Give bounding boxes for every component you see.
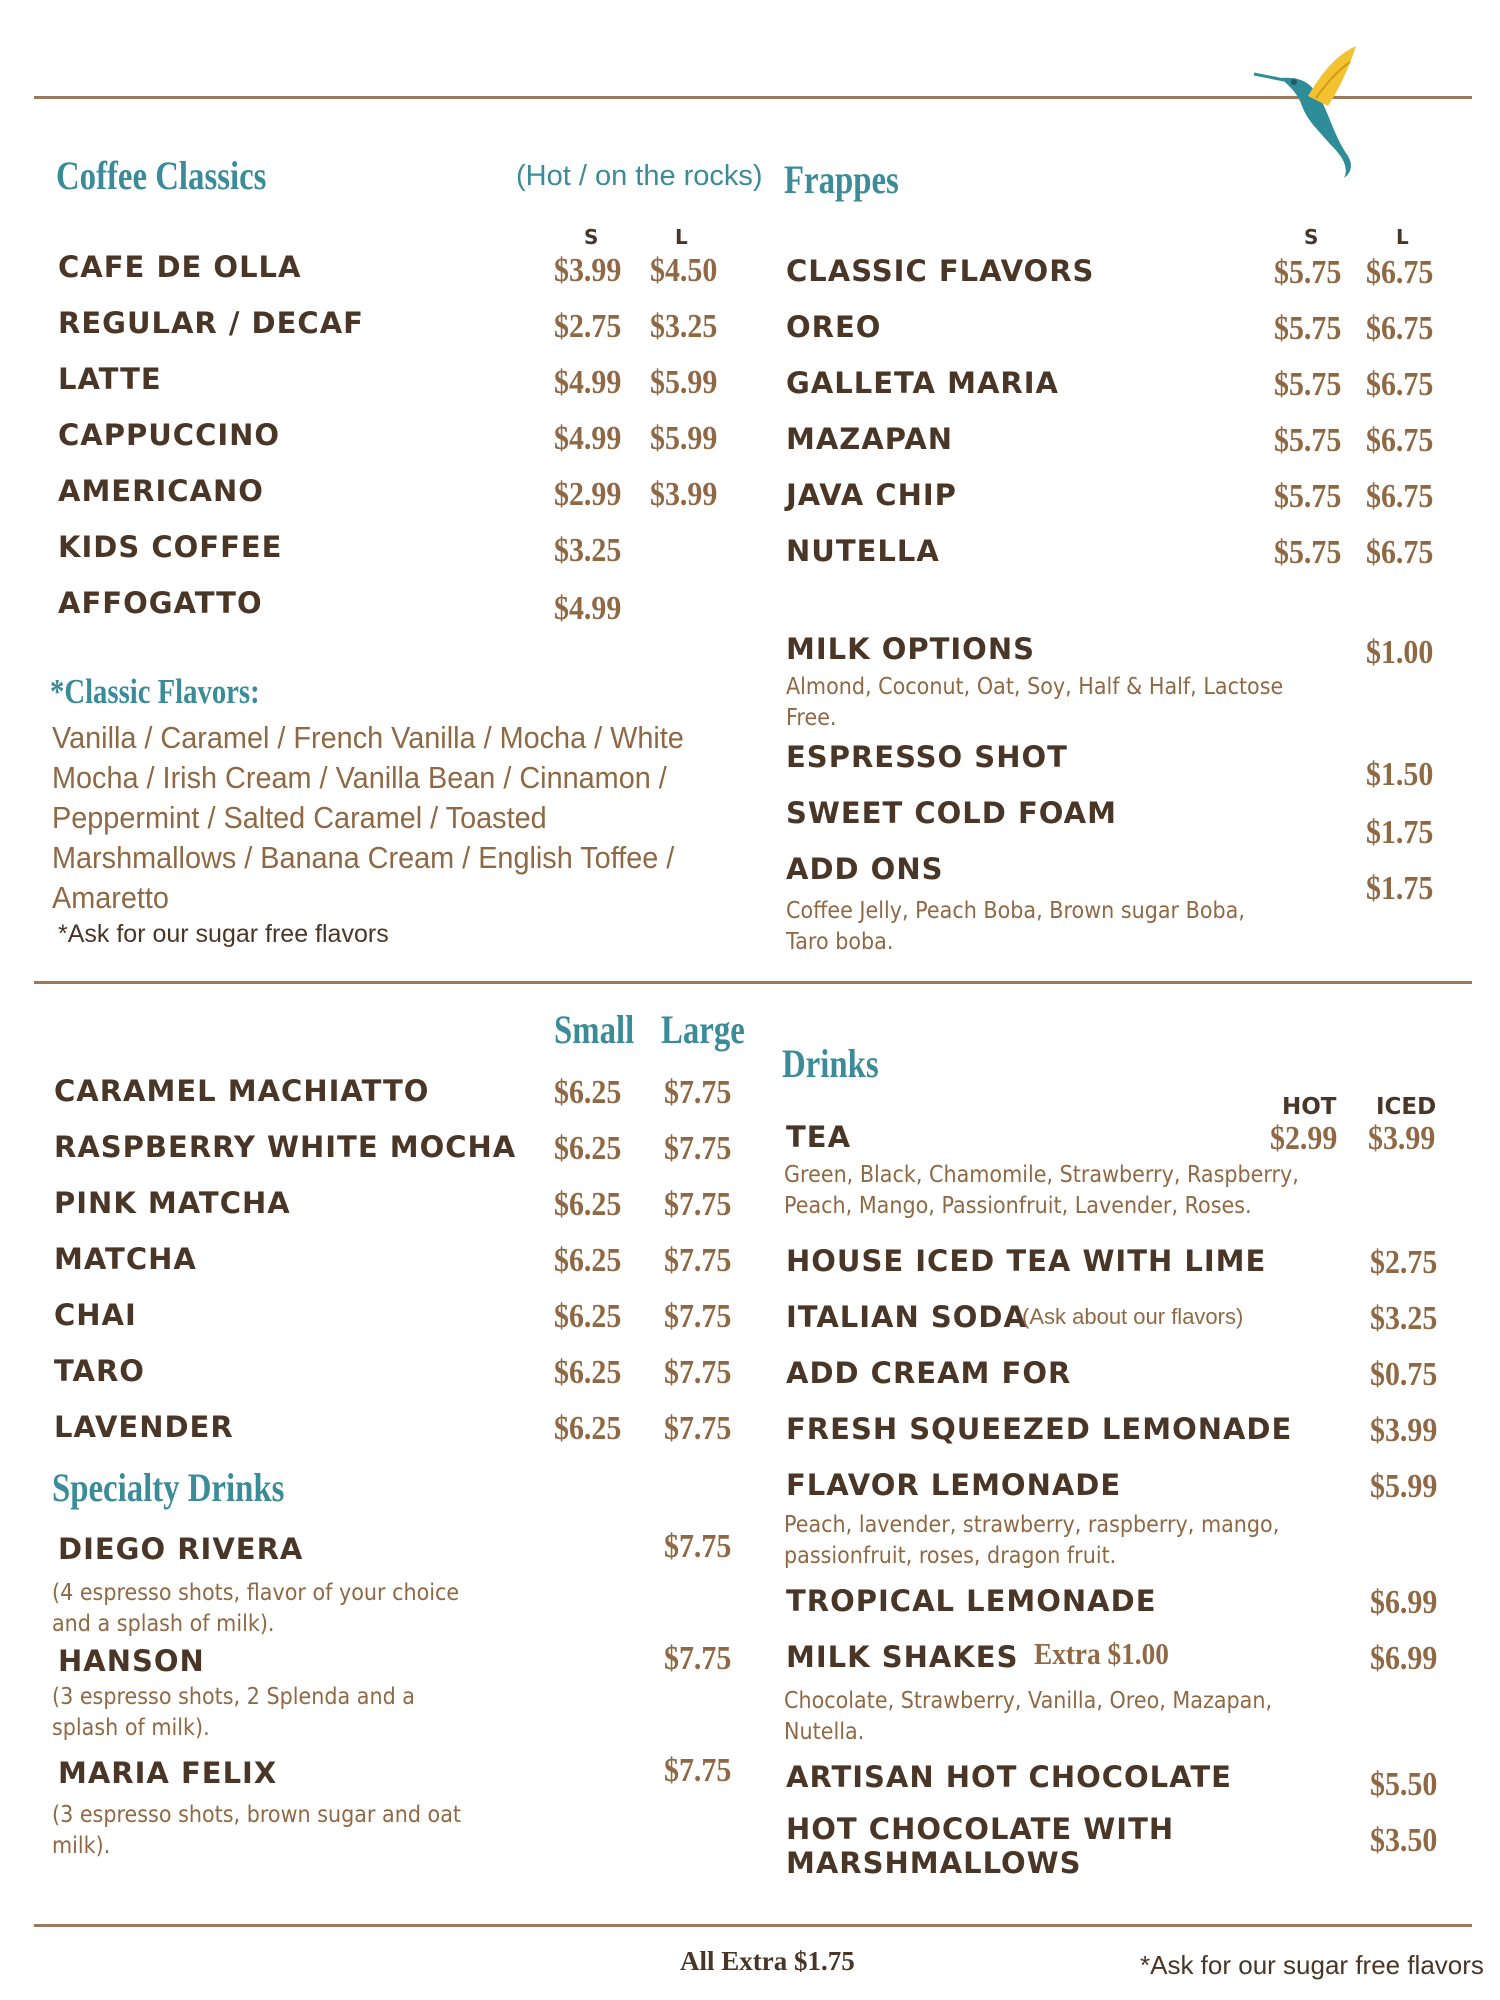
hot-chocolate-marshmallows-name-line1: HOT CHOCOLATE WITH	[786, 1812, 1175, 1846]
bottom-divider	[34, 1924, 1472, 1927]
hot-chocolate-marshmallows-name-line2: MARSHMALLOWS	[786, 1846, 1082, 1880]
footer-sugar-free-note: *Ask for our sugar free flavors	[1140, 1950, 1484, 1980]
menu-item-price-small: $2.99	[554, 476, 622, 513]
specialty-item-name: MARIA FELIX	[58, 1756, 278, 1790]
fresh-lemonade-price: $3.99	[1370, 1412, 1438, 1449]
tea-name: TEA	[786, 1120, 852, 1154]
italian-soda-note: (Ask about our flavors)	[1022, 1304, 1244, 1329]
menu-item-price-small: $4.99	[554, 420, 622, 457]
size-header-large: Large	[661, 1007, 745, 1052]
specialty-item-price: $7.75	[664, 1752, 732, 1789]
menu-item-name: KIDS COFFEE	[58, 530, 283, 564]
menu-item-price-small: $6.25	[554, 1298, 622, 1335]
milk-shakes-extra: Extra $1.00	[1034, 1636, 1169, 1671]
menu-item-name: LAVENDER	[54, 1410, 234, 1444]
menu-item-price-small: $6.25	[554, 1074, 622, 1111]
menu-item-name: NUTELLA	[786, 534, 940, 568]
menu-item-price-small: $5.75	[1274, 254, 1342, 291]
flavor-lemonade-price: $5.99	[1370, 1468, 1438, 1505]
tea-price-iced: $3.99	[1368, 1120, 1436, 1157]
add-ons-name: ADD ONS	[786, 852, 944, 886]
tropical-lemonade-name: TROPICAL LEMONADE	[786, 1584, 1157, 1618]
menu-item-name: CHAI	[54, 1298, 137, 1332]
size-label-small: S	[584, 225, 599, 249]
classic-flavors-list: Vanilla / Caramel / French Vanilla / Mocha / White Mocha / Irish Cream / Vanilla Bean / Cinnamon / Peppermint / Salted Caramel / Toasted Marshmallows / Banana Cream / English Toffee / Amaretto	[52, 720, 684, 915]
sugar-free-note: *Ask for our sugar free flavors	[58, 920, 389, 948]
add-cream-price: $0.75	[1370, 1356, 1438, 1393]
specialty-item-price: $7.75	[664, 1640, 732, 1677]
menu-item-price-small: $5.75	[1274, 310, 1342, 347]
menu-item-price-large: $6.75	[1366, 478, 1434, 515]
all-extra-note: All Extra $1.75	[680, 1946, 855, 1976]
add-ons-price: $1.75	[1366, 870, 1434, 907]
menu-item-name: CAFE DE OLLA	[58, 250, 302, 284]
menu-item-price-large: $7.75	[664, 1130, 732, 1167]
italian-soda-name: ITALIAN SODA	[786, 1300, 1027, 1334]
add-ons-desc: Coffee Jelly, Peach Boba, Brown sugar Boba, Taro boba.	[786, 898, 1245, 955]
specialty-drinks-heading: Specialty Drinks	[52, 1465, 285, 1510]
frappes-heading: Frappes	[784, 157, 899, 202]
menu-item-price-small: $4.99	[554, 590, 622, 627]
menu-item-name: GALLETA MARIA	[786, 366, 1059, 400]
flavor-lemonade-desc: Peach, lavender, strawberry, raspberry, mango, passionfruit, roses, dragon fruit.	[784, 1512, 1280, 1569]
menu-item-price-small: $6.25	[554, 1410, 622, 1447]
milk-shakes-name: MILK SHAKES	[786, 1640, 1019, 1674]
size-label-large: L	[1396, 225, 1409, 249]
specialty-item-name: HANSON	[58, 1644, 205, 1678]
menu-item-price-small: $6.25	[554, 1186, 622, 1223]
coffee-classics-heading: Coffee Classics	[56, 153, 267, 198]
menu-item-name: JAVA CHIP	[786, 478, 957, 512]
milk-options-name: MILK OPTIONS	[786, 632, 1035, 666]
menu-item-price-large: $6.75	[1366, 534, 1434, 571]
menu-item-price-large: $4.50	[650, 252, 718, 289]
menu-item-price-large: $5.99	[650, 420, 718, 457]
menu-item-price-small: $5.75	[1274, 478, 1342, 515]
specialty-item-price: $7.75	[664, 1528, 732, 1565]
hot-chocolate-marshmallows-price: $3.50	[1370, 1822, 1438, 1859]
flavor-lemonade-name: FLAVOR LEMONADE	[786, 1468, 1122, 1502]
tea-desc: Green, Black, Chamomile, Strawberry, Raspberry, Peach, Mango, Passionfruit, Lavender, Roses.	[784, 1162, 1299, 1219]
menu-item-price-small: $6.25	[554, 1130, 622, 1167]
iced-label: ICED	[1376, 1094, 1437, 1120]
milk-options-desc: Almond, Coconut, Oat, Soy, Half & Half, Lactose Free.	[786, 674, 1284, 731]
menu-item-price-small: $6.25	[554, 1242, 622, 1279]
coffee-classics-subheading: (Hot / on the rocks)	[516, 160, 763, 192]
size-label-small: S	[1304, 225, 1319, 249]
artisan-hot-chocolate-price: $5.50	[1370, 1766, 1438, 1803]
milk-options-price: $1.00	[1366, 634, 1434, 671]
menu-item-price-small: $2.75	[554, 308, 622, 345]
menu-item-price-large: $7.75	[664, 1074, 732, 1111]
tea-price-hot: $2.99	[1270, 1120, 1338, 1157]
size-header-small: Small	[554, 1007, 635, 1052]
artisan-hot-chocolate-name: ARTISAN HOT CHOCOLATE	[786, 1760, 1232, 1794]
menu-item-name: MATCHA	[54, 1242, 197, 1276]
menu-item-price-small: $5.75	[1274, 422, 1342, 459]
menu-item-price-large: $5.99	[650, 364, 718, 401]
menu-item-price-large: $6.75	[1366, 422, 1434, 459]
menu-item-price-small: $3.25	[554, 532, 622, 569]
menu-item-price-large: $7.75	[664, 1410, 732, 1447]
specialty-item-name: DIEGO RIVERA	[58, 1532, 304, 1566]
middle-divider	[34, 981, 1472, 984]
milk-shakes-desc: Chocolate, Strawberry, Vanilla, Oreo, Mazapan, Nutella.	[784, 1688, 1273, 1745]
menu-item-price-large: $6.75	[1366, 310, 1434, 347]
tropical-lemonade-price: $6.99	[1370, 1584, 1438, 1621]
milk-shakes-price: $6.99	[1370, 1640, 1438, 1677]
classic-flavors-heading: *Classic Flavors:	[50, 672, 260, 711]
menu-item-name: REGULAR / DECAF	[58, 306, 364, 340]
menu-item-name: MAZAPAN	[786, 422, 954, 456]
specialty-item-desc: (3 espresso shots, 2 Splenda and a splash of milk).	[52, 1684, 415, 1741]
menu-item-name: PINK MATCHA	[54, 1186, 291, 1220]
sweet-cold-foam-price: $1.75	[1366, 814, 1434, 851]
menu-item-price-small: $4.99	[554, 364, 622, 401]
menu-item-price-large: $3.25	[650, 308, 718, 345]
espresso-shot-price: $1.50	[1366, 756, 1434, 793]
specialty-item-desc: (4 espresso shots, flavor of your choice and a splash of milk).	[52, 1580, 460, 1637]
menu-item-price-large: $7.75	[664, 1354, 732, 1391]
hot-label: HOT	[1282, 1094, 1337, 1120]
fresh-lemonade-name: FRESH SQUEEZED LEMONADE	[786, 1412, 1293, 1446]
menu-item-name: LATTE	[58, 362, 162, 396]
espresso-shot-name: ESPRESSO SHOT	[786, 740, 1068, 774]
menu-item-name: OREO	[786, 310, 882, 344]
add-cream-name: ADD CREAM FOR	[786, 1356, 1072, 1390]
menu-item-name: CAPPUCCINO	[58, 418, 281, 452]
hummingbird-logo-icon	[1250, 36, 1370, 186]
menu-item-name: CARAMEL MACHIATTO	[54, 1074, 430, 1108]
menu-item-name: TARO	[54, 1354, 145, 1388]
menu-item-name: RASPBERRY WHITE MOCHA	[54, 1130, 517, 1164]
menu-item-price-large: $7.75	[664, 1242, 732, 1279]
menu-item-price-small: $3.99	[554, 252, 622, 289]
house-iced-tea-name: HOUSE ICED TEA WITH LIME	[786, 1244, 1267, 1278]
menu-item-price-small: $6.25	[554, 1354, 622, 1391]
menu-item-price-large: $6.75	[1366, 366, 1434, 403]
menu-item-price-large: $7.75	[664, 1186, 732, 1223]
italian-soda-price: $3.25	[1370, 1300, 1438, 1337]
menu-item-name: AMERICANO	[58, 474, 264, 508]
sweet-cold-foam-name: SWEET COLD FOAM	[786, 796, 1117, 830]
menu-item-price-small: $5.75	[1274, 534, 1342, 571]
specialty-item-desc: (3 espresso shots, brown sugar and oat milk).	[52, 1802, 462, 1859]
menu-item-price-large: $3.99	[650, 476, 718, 513]
menu-item-name: AFFOGATTO	[58, 586, 263, 620]
menu-item-price-small: $5.75	[1274, 366, 1342, 403]
size-label-large: L	[675, 225, 688, 249]
menu-item-price-large: $6.75	[1366, 254, 1434, 291]
house-iced-tea-price: $2.75	[1370, 1244, 1438, 1281]
menu-item-price-large: $7.75	[664, 1298, 732, 1335]
menu-item-name: CLASSIC FLAVORS	[786, 254, 1095, 288]
drinks-heading: Drinks	[782, 1041, 879, 1086]
